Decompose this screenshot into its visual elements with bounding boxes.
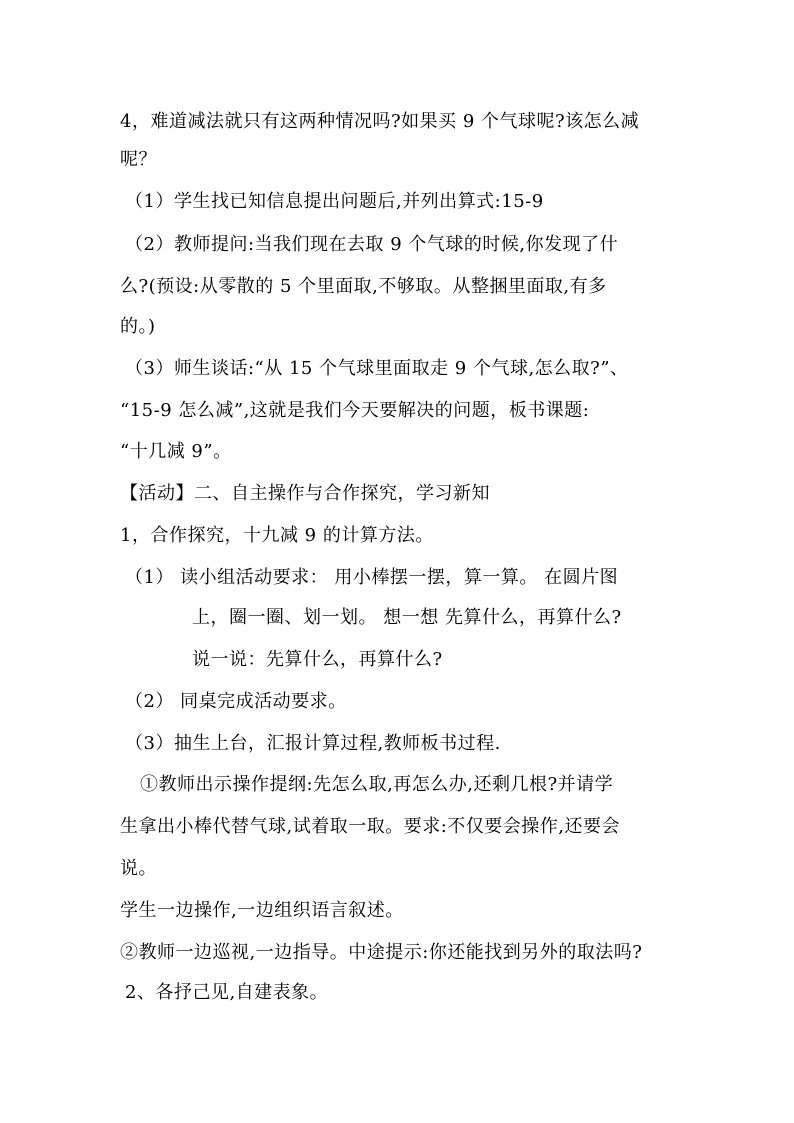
text-line: ②教师一边巡视,一边指导。中途提示:你还能找到另外的取法吗? bbox=[120, 942, 643, 963]
text-line: （3）抽生上台，汇报计算过程,教师板书过程. bbox=[125, 733, 501, 754]
text-line: （2） 同桌完成活动要求。 bbox=[125, 691, 347, 712]
text-line: 上，圈一圈、划一划。 想一想 先算什么，再算什么? bbox=[192, 607, 622, 628]
text-line: （1）学生找已知信息提出问题后,并列出算式:15-9 bbox=[125, 191, 544, 212]
text-line: 说一说：先算什么，再算什么? bbox=[192, 649, 443, 670]
text-line: 么?(预设:从零散的 5 个里面取,不够取。从整捆里面取,有多 bbox=[120, 276, 607, 297]
text-line: 学生一边操作,一边组织语言叙述。 bbox=[120, 900, 404, 921]
text-line: 2、各抒己见,自建表象。 bbox=[125, 982, 329, 1003]
text-line: （1） 读小组活动要求： 用小棒摆一摆，算一算。 在圆片图 bbox=[125, 567, 619, 588]
text-line: 生拿出小棒代替气球,试着取一取。要求:不仅要会操作,还要会 bbox=[120, 816, 621, 837]
text-line: （3）师生谈话:“从 15 个气球里面取走 9 个气球,怎么取?”、 bbox=[125, 358, 629, 379]
text-line: “15-9 怎么减”,这就是我们今天要解决的问题，板书课题: bbox=[120, 400, 590, 421]
section-heading: 【活动】二、自主操作与合作探究，学习新知 bbox=[120, 483, 490, 504]
text-line: 说。 bbox=[120, 858, 157, 879]
text-line: “十几减 9”。 bbox=[120, 441, 232, 462]
text-line: 的。) bbox=[120, 316, 156, 337]
text-line: （2）教师提问:当我们现在去取 9 个气球的时候,你发现了什 bbox=[125, 234, 619, 255]
text-line: 4，难道减法就只有这两种情况吗?如果买 9 个气球呢?该怎么减 bbox=[120, 111, 640, 132]
text-line: 1，合作探究，十九减 9 的计算方法。 bbox=[120, 525, 434, 546]
text-line: 呢？ bbox=[120, 149, 157, 170]
text-line: ①教师出示操作提纲:先怎么取,再怎么办,还剩几根?并请学 bbox=[140, 774, 614, 795]
